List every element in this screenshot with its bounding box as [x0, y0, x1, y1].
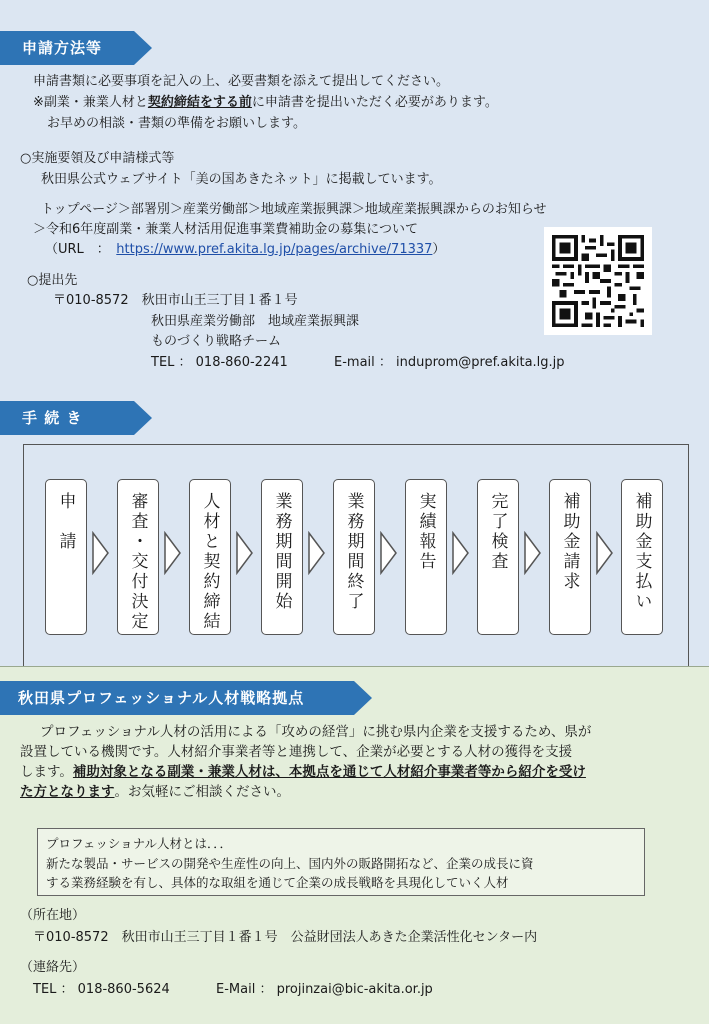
- guidelines-text: 秋田県公式ウェブサイト「美の国あきたネット」に掲載しています。: [41, 172, 442, 187]
- step-application: 申 請: [45, 479, 87, 635]
- section-banner-pro-center: [0, 681, 372, 715]
- arrow-right-icon: [596, 531, 614, 575]
- contact-title: （連絡先）: [20, 960, 86, 975]
- submit-team: ものづくり戦略チーム: [151, 334, 282, 349]
- guidelines-link[interactable]: https://www.pref.akita.lg.jp/pages/archive/71337: [116, 242, 433, 257]
- section-heading: 秋田県プロフェッショナル人材戦略拠点: [18, 689, 305, 707]
- section-heading: 申請方法等: [22, 39, 103, 57]
- advice-line: お早めの相談・書類の準備をお願いします。: [47, 116, 306, 131]
- section-banner-application: [0, 31, 152, 65]
- intro-line4: た方となります。お気軽にご相談ください。: [20, 784, 290, 800]
- arrow-right-icon: [92, 531, 110, 575]
- step-review: 審査・交付決定: [117, 479, 159, 635]
- submit-tel: TEL ： 018-860-2241: [151, 355, 288, 370]
- definition-line2: する業務経験を有し、具体的な取組を通じて企業の成長戦略を具現化していく人材: [46, 875, 509, 890]
- url-line: （URL ： https://www.pref.akita.lg.jp/pages/archive/71337）: [45, 242, 446, 257]
- instruction-line: 申請書類に必要事項を記入の上、必要書類を添えて提出してください。: [33, 74, 450, 89]
- submit-address: 〒010-8572 秋田市山王三丁目１番１号: [53, 293, 298, 308]
- warning-line: ※副業・兼業人材と契約締結をする前に申請書を提出いただく必要があります。: [33, 95, 498, 110]
- intro-line2: 設置している機関です。人材紹介事業者等と連携して、企業が必要とする人材の獲得を支援: [20, 744, 573, 760]
- nav-path-line2: ＞令和6年度副業・兼業人材活用促進事業費補助金の募集について: [33, 222, 419, 237]
- section-banner-procedure: [0, 401, 152, 435]
- guidelines-title: ○実施要領及び申請様式等: [20, 151, 175, 166]
- step-inspection: 完了検査: [477, 479, 519, 635]
- location-title: （所在地）: [20, 908, 86, 923]
- step-report: 実績報告: [405, 479, 447, 635]
- definition-box: [37, 828, 645, 896]
- procedure-flow: [23, 444, 689, 666]
- step-work-end: 業務期間終了: [333, 479, 375, 635]
- intro-line3: します。補助対象となる副業・兼業人材は、本拠点を通じて人材紹介事業者等から紹介を受け: [20, 764, 586, 780]
- contact-tel: TEL ： 018-860-5624: [33, 982, 170, 997]
- step-claim: 補助金請求: [549, 479, 591, 635]
- arrow-right-icon: [452, 531, 470, 575]
- location-address: 〒010-8572 秋田市山王三丁目１番１号 公益財団法人あきた企業活性化センター内: [33, 930, 538, 945]
- submit-dept: 秋田県産業労働部 地域産業振興課: [151, 314, 360, 329]
- nav-path-line1: トップページ＞部署別＞産業労働部＞地域産業振興課＞地域産業振興課からのお知らせ: [41, 202, 547, 217]
- definition-line1: 新たな製品・サービスの開発や生産性の向上、国内外の販路開拓など、企業の成長に資: [46, 856, 534, 871]
- definition-title: プロフェッショナル人材とは．．．: [46, 836, 233, 851]
- section-heading: 手 続 き: [22, 409, 83, 427]
- arrow-right-icon: [380, 531, 398, 575]
- step-payment: 補助金支払い: [621, 479, 663, 635]
- step-work-start: 業務期間開始: [261, 479, 303, 635]
- arrow-right-icon: [308, 531, 326, 575]
- intro-line1: プロフェッショナル人材の活用による「攻めの経営」に挑む県内企業を支援するため、県が: [40, 724, 592, 740]
- arrow-right-icon: [236, 531, 254, 575]
- contact-email[interactable]: E-Mail ： projinzai@bic-akita.or.jp: [216, 982, 433, 997]
- arrow-right-icon: [524, 531, 542, 575]
- step-contract: 人材と契約締結: [189, 479, 231, 635]
- qr-code-icon[interactable]: [544, 227, 652, 335]
- submit-title: ○提出先: [27, 273, 78, 288]
- submit-email[interactable]: E-mail ： induprom@pref.akita.lg.jp: [334, 355, 565, 370]
- arrow-right-icon: [164, 531, 182, 575]
